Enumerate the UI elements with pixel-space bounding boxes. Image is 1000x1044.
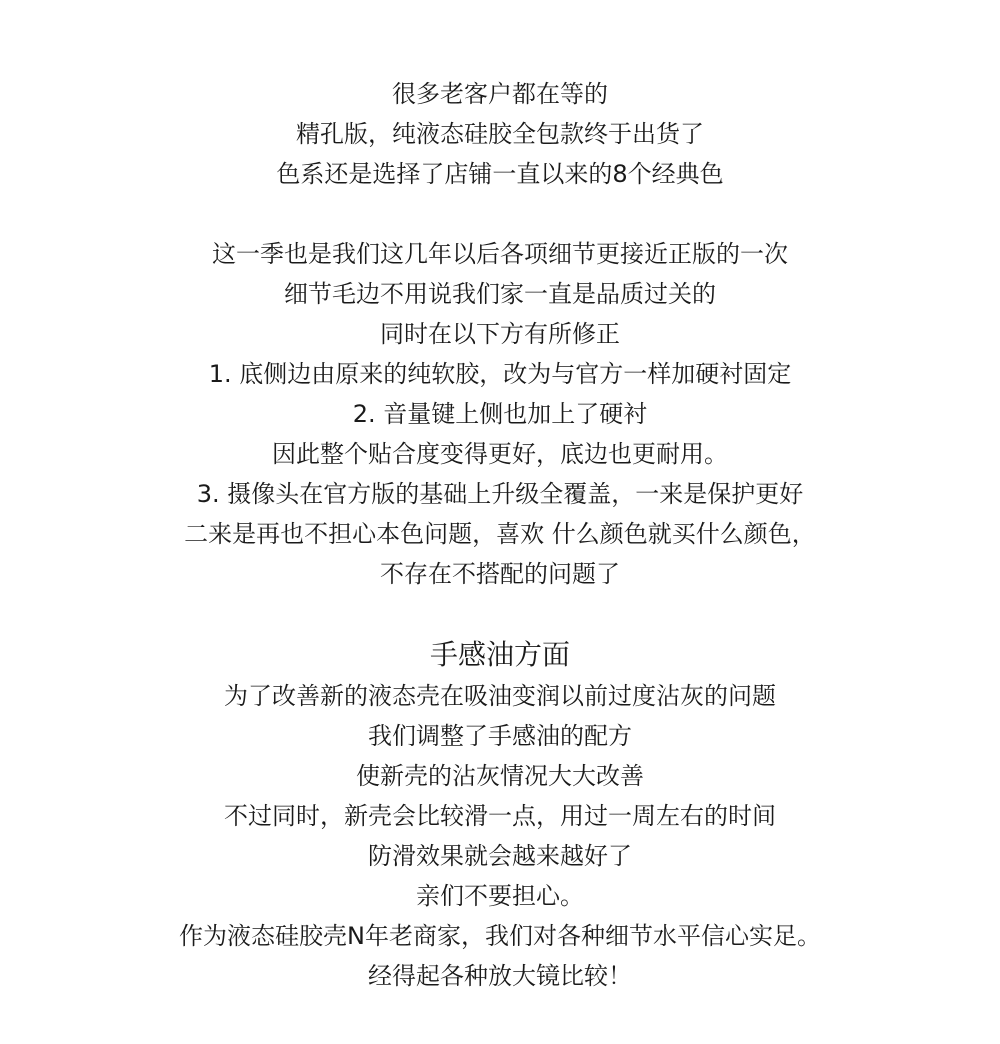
section-heading: 手感油方面 xyxy=(429,638,570,671)
oil-line: 经得起各种放大镜比较！ xyxy=(368,962,632,990)
oil-line: 使新壳的沾灰情况大大改善 xyxy=(356,762,644,790)
intro-line: 精孔版，纯液态硅胶全包款终于出货了 xyxy=(296,120,704,148)
oil-line: 防滑效果就会越来越好了 xyxy=(368,842,632,870)
intro-line: 很多老客户都在等的 xyxy=(392,80,608,108)
improvements-paragraph xyxy=(0,234,1000,594)
oil-line: 为了改善新的液态壳在吸油变润以前过度沾灰的问题 xyxy=(224,682,776,710)
improvement-line: 二来是再也不担心本色问题，喜欢 什么颜色就买什么颜色， xyxy=(184,520,816,548)
paragraph-gap xyxy=(0,594,1000,634)
improvement-line: 2. 音量键上侧也加上了硬衬 xyxy=(352,400,648,428)
intro-paragraph xyxy=(0,74,1000,194)
oil-line: 作为液态硅胶壳N年老商家，我们对各种细节水平信心实足。 xyxy=(179,922,821,950)
oil-line: 不过同时，新壳会比较滑一点，用过一周左右的时间 xyxy=(224,802,776,830)
improvement-line: 3. 摄像头在官方版的基础上升级全覆盖，一来是保护更好 xyxy=(196,480,804,508)
improvement-line: 1. 底侧边由原来的纯软胶，改为与官方一样加硬衬固定 xyxy=(208,360,792,388)
intro-line: 色系还是选择了店铺一直以来的8个经典色 xyxy=(276,160,724,188)
paragraph-gap xyxy=(0,194,1000,234)
improvement-line: 同时在以下方有所修正 xyxy=(380,320,620,348)
improvement-line: 不存在不搭配的问题了 xyxy=(380,560,620,588)
oil-line: 亲们不要担心。 xyxy=(416,882,584,910)
oil-line: 我们调整了手感油的配方 xyxy=(368,722,632,750)
oil-section xyxy=(0,634,1000,996)
improvement-line: 这一季也是我们这几年以后各项细节更接近正版的一次 xyxy=(212,240,788,268)
product-description xyxy=(0,74,1000,996)
improvement-line: 因此整个贴合度变得更好，底边也更耐用。 xyxy=(272,440,728,468)
improvement-line: 细节毛边不用说我们家一直是品质过关的 xyxy=(284,280,716,308)
